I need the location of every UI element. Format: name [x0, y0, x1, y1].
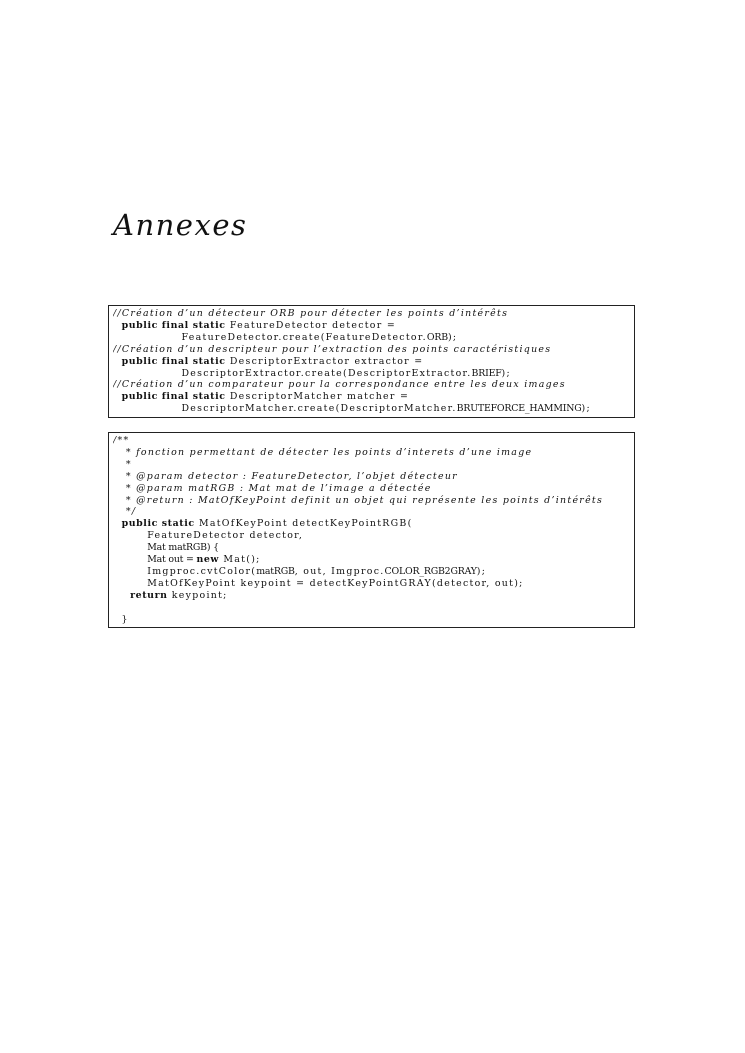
code-text: DescriptorExtractor extractor =	[225, 355, 424, 367]
code-text	[113, 356, 122, 367]
code-comment: * fonction permettant de détecter les points d’interets d’une image	[113, 446, 533, 458]
code-text: }	[113, 613, 129, 625]
code-line	[113, 590, 630, 602]
code-text: );	[581, 403, 591, 415]
code-text: );	[447, 331, 458, 343]
code-text: ORB	[426, 331, 448, 343]
code-text: DescriptorExtractor.create(DescriptorExtractor.	[113, 367, 472, 379]
code-line	[113, 435, 630, 447]
code-comment: */	[113, 506, 137, 518]
code-text	[113, 391, 122, 402]
code-listing-feature-objects	[108, 305, 635, 418]
code-text: Imgproc.cvtColor(	[113, 565, 257, 577]
code-text: Mat();	[219, 554, 261, 566]
code-listing-detect-keypoint-rgb	[108, 432, 635, 628]
code-comment: //Création d’un descripteur pour l’extraction des points caractéristiques	[113, 343, 552, 355]
code-line	[113, 320, 630, 332]
code-comment: * @param matRGB : Mat mat de l’image a détectée	[113, 482, 432, 494]
code-text	[113, 554, 147, 565]
code-text: BRUTEFORCE_HAMMING	[456, 403, 582, 415]
code-text: MatOfKeyPoint detectKeyPointRGB(	[194, 518, 413, 530]
code-text: matRGB	[256, 565, 295, 577]
code-text: Mat out =	[147, 554, 197, 566]
code-text	[113, 590, 130, 601]
code-text: BRIEF	[471, 367, 502, 379]
code-line	[113, 379, 630, 391]
annex-heading: Annexes	[113, 208, 248, 242]
code-text	[113, 320, 122, 331]
code-line	[113, 332, 630, 344]
code-text: keypoint;	[167, 589, 228, 601]
code-line	[113, 530, 630, 542]
code-comment: //Création d’un comparateur pour la correspondance entre les deux images	[113, 379, 566, 391]
code-text: FeatureDetector.create(FeatureDetector.	[113, 331, 427, 343]
code-keyword: return	[130, 589, 168, 601]
code-line	[113, 542, 630, 554]
code-text: DescriptorMatcher matcher =	[225, 391, 410, 403]
code-text: , out, Imgproc.	[294, 565, 385, 577]
code-text: MatOfKeyPoint keypoint = detectKeyPointGRAY(detector, out);	[113, 577, 524, 589]
code-line	[113, 471, 630, 483]
code-line	[113, 566, 630, 578]
code-line	[113, 495, 630, 507]
code-line	[113, 356, 630, 368]
code-line	[113, 506, 630, 518]
code-line	[113, 447, 630, 459]
code-text: FeatureDetector detector,	[113, 530, 304, 542]
code-text: );	[476, 565, 487, 577]
code-line	[113, 368, 630, 380]
code-keyword: new	[196, 554, 220, 566]
code-line	[113, 391, 630, 403]
code-comment: * @param detector : FeatureDetector, l’objet détecteur	[113, 470, 458, 482]
code-line	[113, 483, 630, 495]
code-keyword: public final static	[121, 319, 226, 331]
code-comment: /**	[113, 435, 130, 446]
code-line	[113, 578, 630, 590]
code-text: );	[501, 367, 511, 379]
code-line	[113, 459, 630, 471]
code-text: Mat matRGB) {	[147, 542, 219, 554]
code-comment: *	[113, 458, 132, 470]
code-line	[113, 308, 630, 320]
code-keyword: public static	[121, 518, 195, 530]
code-text: COLOR_RGB2GRAY	[384, 565, 477, 577]
code-line	[113, 602, 630, 614]
code-line	[113, 518, 630, 530]
code-line	[113, 614, 630, 626]
code-line	[113, 344, 630, 356]
code-keyword: public final static	[121, 391, 226, 403]
code-text: DescriptorMatcher.create(DescriptorMatcher.	[113, 403, 457, 415]
code-text	[113, 542, 147, 553]
code-text	[113, 518, 122, 529]
code-text: FeatureDetector detector =	[225, 319, 396, 331]
code-comment: //Création d’un détecteur ORB pour détecter les points d’intérêts	[113, 308, 509, 319]
code-keyword: public final static	[121, 355, 226, 367]
code-line	[113, 554, 630, 566]
code-comment: * @return : MatOfKeyPoint definit un objet qui représente les points d’intérêts	[113, 494, 604, 506]
code-line	[113, 403, 630, 415]
